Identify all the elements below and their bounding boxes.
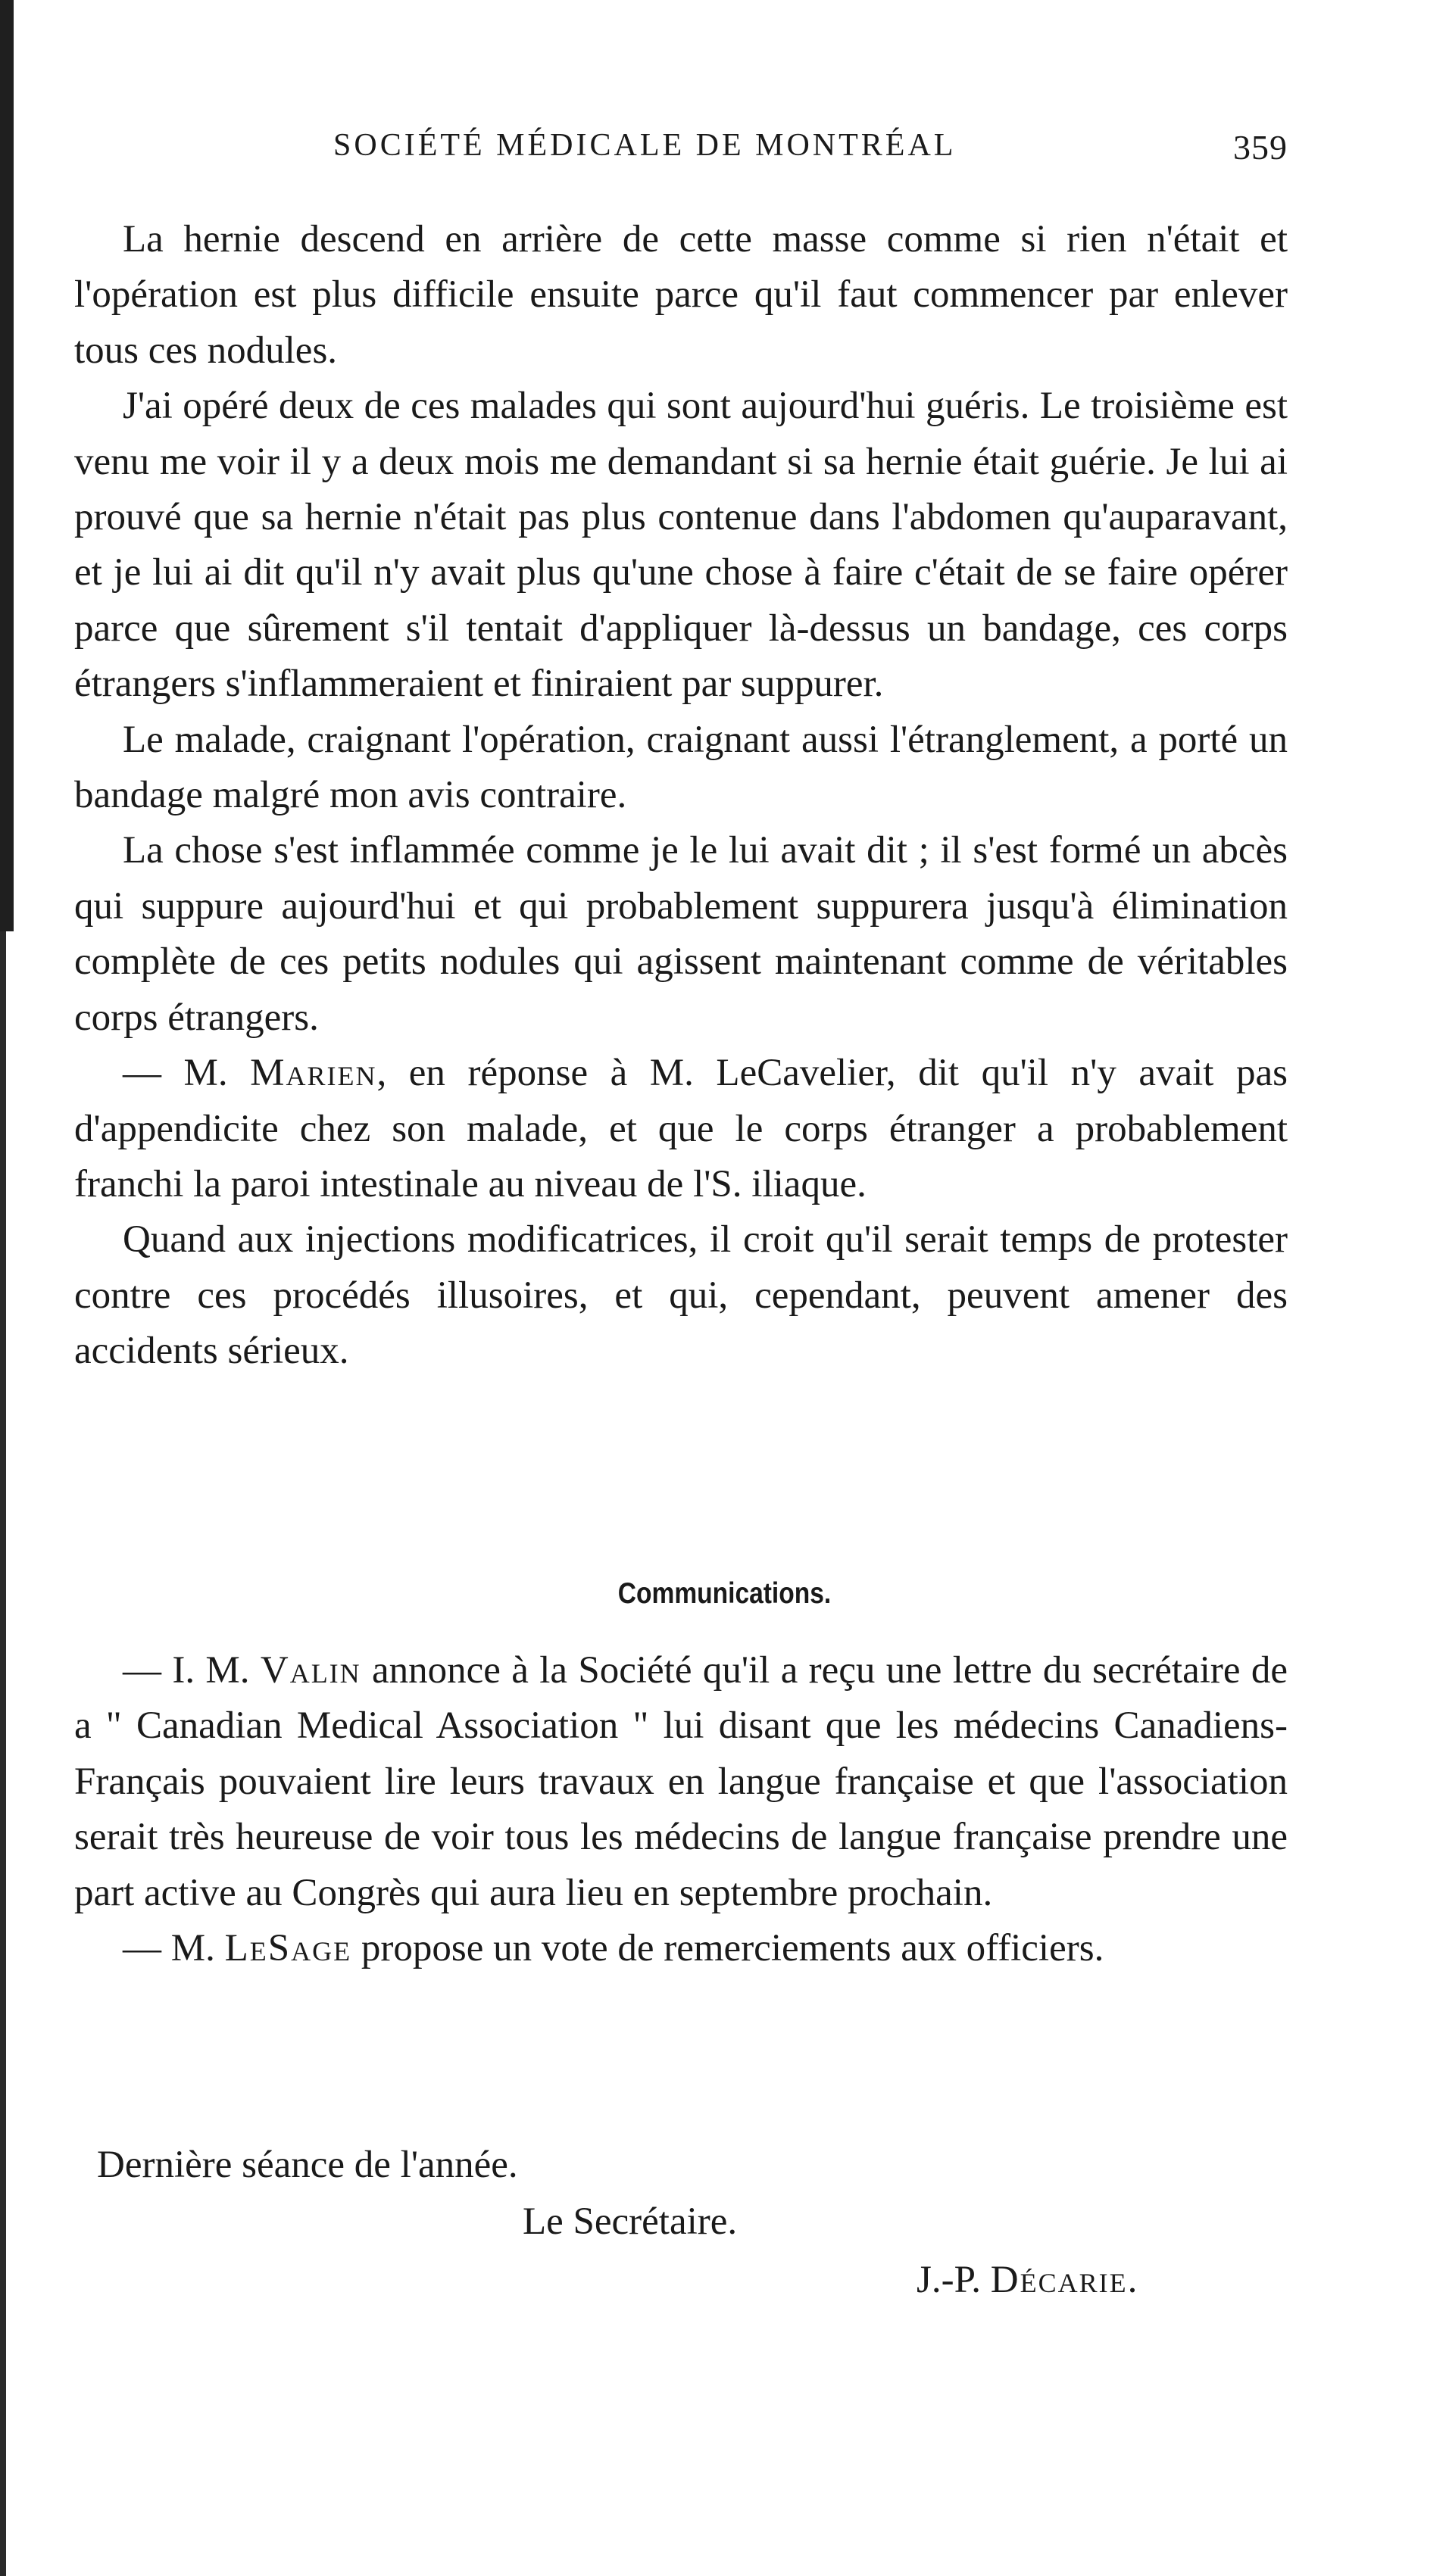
speaker-name-lesage: LeSage [224,1927,352,1970]
secretary-signoff: Le Secrétaire. [523,2200,738,2243]
lesage-dash: — M. [123,1927,225,1970]
paragraph-valin [74,1643,1288,1921]
running-header [333,127,1318,173]
speaker-name-marien: Marien [250,1052,377,1095]
paragraph-operation: J'ai opéré deux de ces malades qui sont aujourd'hui guéris. Le troisième est venu me voir il y a deux mois me demandant si sa hernie était guérie. Je lui ai prouvé que sa hernie n'était pas plus contenue dans l'abdomen qu'auparavant, et je lui ai dit qu'il n'y avait plus qu'une chose à faire c'était de se faire opérer parce que sûrement s'il tentait d'appliquer là-dessus un bandage, ces corps étrangers s'inflammeraient et finiraient par suppurer. [74,385,1288,706]
lesage-text: propose un vote de remerciements aux officiers. [351,1927,1104,1970]
running-header-title: SOCIÉTÉ MÉDICALE DE MONTRÉAL [333,128,957,163]
signature-initials: J.-P. [917,2259,991,2301]
marien-text: , en réponse à M. LeCavelier, dit qu'il n'y avait pas d'appendicite chez son malade, et que le corps étranger a probablement franchi la paroi intestinale au niveau de l'S. iliaque. [74,1052,1288,1205]
marien-dash: — M. [123,1052,251,1095]
page-binding-edge-lower [0,931,6,2576]
paragraph-hernie: La hernie descend en arrière de cette masse comme si rien n'était et l'opération est plus difficile ensuite parce qu'il faut commencer par enlever tous ces nodules. [74,218,1288,372]
valin-dash: — I. M. [123,1649,261,1692]
communications-text [74,1643,1288,1976]
paragraph-marien [74,1046,1288,1212]
closing-line: Dernière séance de l'année. [97,2144,518,2186]
paragraph-lesage [74,1921,1288,1976]
section-heading-communications: Communications. [617,1577,832,1610]
paragraph-abces: La chose s'est inflammée comme je le lui avait dit ; il s'est formé un abcès qui suppure aujourd'hui et qui probablement suppurera jusqu'à élimination complète de ces petits nodules qui agissent maintenant comme de véritables corps étrangers. [74,829,1288,1039]
speaker-name-valin: Valin [260,1649,361,1692]
body-text [74,212,1288,1380]
paragraph-injections: Quand aux injections modificatrices, il croit qu'il serait temps de protester contre ces procédés illusoires, et qui, cependant, peuvent amener des accidents sérieux. [74,1218,1288,1373]
valin-text: annonce à la Société qu'il a reçu une lettre du secrétaire de a " Canadian Medical Association " lui disant que les médecins Canadiens-Français pouvaient lire leurs travaux en langue française et que l'association serait très heureuse de voir tous les médecins de langue française prendre une part active au Congrès qui aura lieu en septembre prochain. [74,1649,1288,1914]
secretary-signature [917,2258,1138,2302]
signature-surname: Décarie. [990,2259,1139,2301]
page-number: 359 [1233,128,1288,167]
page-binding-edge [0,0,14,931]
paragraph-malade: Le malade, craignant l'opération, craignant aussi l'étranglement, a porté un bandage malgré mon avis contraire. [74,718,1288,817]
